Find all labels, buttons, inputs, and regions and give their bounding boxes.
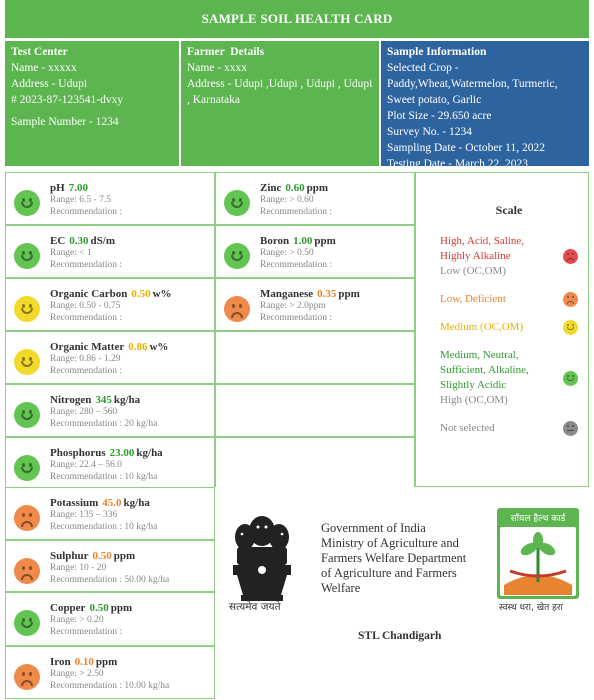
scale-label: Low, Deficient <box>440 293 506 305</box>
parameter-cell <box>5 646 215 699</box>
param-value: 0.86 <box>128 341 148 353</box>
card-title: SAMPLE SOIL HEALTH CARD <box>5 0 589 38</box>
farmer-details-panel <box>181 41 379 166</box>
farmer-name: Name - xxxx <box>187 62 248 74</box>
param-name: Organic Carbon <box>50 288 128 300</box>
param-range: Range: 6.5 - 7.5 <box>50 195 111 205</box>
scale-row <box>440 292 578 307</box>
scale-row <box>440 348 578 408</box>
param-value: 1.00 <box>293 235 313 247</box>
param-value: 0.50 <box>92 550 112 562</box>
param-recommendation: Recommendation : <box>50 259 123 270</box>
scale-legend <box>415 172 589 487</box>
scale-face-icon <box>563 371 578 386</box>
param-unit: ppm <box>113 550 136 562</box>
param-recommendation: Recommendation : <box>50 312 123 323</box>
status-face-icon <box>14 402 40 428</box>
scale-label: Not selected <box>440 422 495 434</box>
empty-cell <box>215 384 415 437</box>
param-unit: kg/ha <box>113 394 141 406</box>
test-center-id: # 2023-87-123541-dvxy <box>11 94 124 106</box>
scale-sub: Low (OC,OM) <box>440 265 506 277</box>
param-unit: ppm <box>338 288 360 300</box>
sample-information-panel <box>381 41 589 170</box>
param-range: Range: > 0.20 <box>50 615 104 625</box>
parameter-cell <box>215 278 415 331</box>
scale-label: Medium, Neutral, Sufficient, Alkaline, Slightly Acidic <box>440 349 529 391</box>
param-range: Range: 0.50 - 0.75 <box>50 301 121 311</box>
param-value: 0.50 <box>131 288 151 300</box>
parameter-cell <box>5 384 215 437</box>
param-name: Organic Matter <box>50 341 125 353</box>
status-face-icon <box>14 610 40 636</box>
param-name: Zinc <box>260 182 282 194</box>
param-value: 0.30 <box>69 235 89 247</box>
param-recommendation: Recommendation : <box>50 206 123 217</box>
scale-face-icon <box>563 421 578 436</box>
param-value: 0.35 <box>317 288 337 300</box>
param-unit: ppm <box>306 182 329 194</box>
emblem-motto: सत्यमेव जयते <box>229 601 281 613</box>
param-name: Nitrogen <box>50 394 92 406</box>
param-recommendation: Recommendation : 50.00 kg/ha <box>50 574 170 585</box>
param-unit: w% <box>149 341 169 353</box>
gov-line-1: Government of India <box>321 521 426 535</box>
param-unit: ppm <box>95 656 118 668</box>
param-name: Sulphur <box>50 550 89 562</box>
param-recommendation: Recommendation : 10.00 kg/ha <box>50 680 170 691</box>
empty-cell <box>215 331 415 384</box>
param-recommendation: Recommendation : 10 kg/ha <box>50 521 158 532</box>
param-unit: ppm <box>110 602 133 614</box>
param-value: 0.60 <box>285 182 305 194</box>
param-value: 345 <box>95 394 112 406</box>
param-range: Range: > 2.0ppm <box>260 301 326 311</box>
scale-face-icon <box>563 320 578 335</box>
param-value: 0.50 <box>89 602 109 614</box>
scale-label: High, Acid, Saline, Highly Alkaline <box>440 235 525 262</box>
parameter-cell <box>5 331 215 384</box>
test-center-address: Address - Udupi <box>11 78 88 90</box>
param-recommendation: Recommendation : 10 kg/ha <box>50 471 158 482</box>
logo-title: सॉयल हैल्थ कार्ड <box>510 514 566 524</box>
scale-title: Scale <box>495 203 523 217</box>
status-face-icon <box>14 455 40 481</box>
status-face-icon <box>14 190 40 216</box>
scale-face-icon <box>563 249 578 264</box>
government-text <box>321 521 479 596</box>
param-recommendation: Recommendation : <box>260 206 333 217</box>
parameter-cell <box>5 592 215 646</box>
param-range: Range: 10 - 20 <box>50 563 107 573</box>
sample-sampling-date: Sampling Date - October 11, 2022 <box>387 142 545 154</box>
param-range: Range: 22.4 – 56.0 <box>50 460 123 470</box>
parameter-cell <box>5 278 215 331</box>
sample-info-title: Sample Information <box>387 46 487 58</box>
param-name: Potassium <box>50 497 99 509</box>
test-center-panel <box>5 41 179 166</box>
param-name: Boron <box>260 235 290 247</box>
scale-row <box>440 234 578 279</box>
test-center-title: Test Center <box>11 46 68 58</box>
parameter-cell <box>215 225 415 278</box>
param-value: 0.10 <box>74 656 94 668</box>
param-name: pH <box>50 182 65 194</box>
param-range: Range: 0.86 - 1.29 <box>50 354 121 364</box>
status-face-icon <box>14 296 40 322</box>
gov-line-2: Ministry of Agriculture and Farmers Welfare Department of Agriculture and Farmers Welfare <box>321 536 467 595</box>
param-recommendation: Recommendation : <box>50 626 123 637</box>
government-panel <box>215 487 589 700</box>
status-face-icon <box>224 243 250 269</box>
status-face-icon <box>224 296 250 322</box>
logo-tagline: स्वस्थ धरा, खेत हरा <box>499 603 563 613</box>
sample-testing-date: Testing Date - March 22, 2023 <box>387 158 528 170</box>
param-name: Phosphorus <box>50 447 106 459</box>
scale-label: Medium (OC,OM) <box>440 321 524 333</box>
parameter-cell <box>5 540 215 592</box>
parameter-cell <box>5 172 215 225</box>
parameter-cell <box>5 487 215 540</box>
sample-survey-no: Survey No. - 1234 <box>387 126 472 138</box>
param-unit: ppm <box>314 235 336 247</box>
param-value: 23.00 <box>109 447 135 459</box>
scale-face-icon <box>563 292 578 307</box>
test-center-sample-number: Sample Number - 1234 <box>11 116 119 128</box>
param-recommendation: Recommendation : <box>260 259 333 270</box>
empty-cell <box>215 437 415 489</box>
lab-name: STL Chandigarh <box>358 630 442 642</box>
param-name: EC <box>50 235 66 247</box>
param-name: Iron <box>50 656 71 668</box>
parameter-cell <box>5 225 215 278</box>
status-face-icon <box>224 190 250 216</box>
status-face-icon <box>14 664 40 690</box>
parameter-cell <box>5 437 215 489</box>
param-value: 7.00 <box>68 182 88 194</box>
param-range: Range: > 0.60 <box>260 195 314 205</box>
sample-crop: Selected Crop - Paddy,Wheat,Watermelon, Turmeric, Sweet potato, Garlic <box>387 62 558 106</box>
soil-health-card-logo-icon <box>496 507 580 600</box>
farmer-details-title: Farmer Details <box>187 46 265 58</box>
test-center-name: Name - xxxxx <box>11 62 77 74</box>
status-face-icon <box>14 558 40 584</box>
param-range: Range: > 0.50 <box>260 248 314 258</box>
header-row <box>5 41 589 170</box>
param-recommendation: Recommendation : <box>50 365 123 376</box>
parameter-cell <box>215 172 415 225</box>
scale-row <box>440 320 578 335</box>
param-unit: kg/ha <box>123 497 150 509</box>
scale-row <box>440 421 578 436</box>
param-name: Copper <box>50 602 86 614</box>
status-face-icon <box>14 505 40 531</box>
param-recommendation: Recommendation : <box>260 312 333 323</box>
param-value: 45.0 <box>102 497 122 509</box>
param-unit: w% <box>152 288 172 300</box>
status-face-icon <box>14 349 40 375</box>
param-name: Manganese <box>260 288 314 300</box>
param-range: Range: 135 – 336 <box>50 510 118 520</box>
param-recommendation: Recommendation : 20 kg/ha <box>50 418 158 429</box>
param-range: Range: 280 – 560 <box>50 407 118 417</box>
param-unit: kg/ha <box>136 447 163 459</box>
param-unit: dS/m <box>90 235 115 247</box>
param-range: Range: < 1 <box>50 248 92 258</box>
scale-sub: High (OC,OM) <box>440 394 508 406</box>
param-range: Range: > 2.50 <box>50 669 104 679</box>
status-face-icon <box>14 243 40 269</box>
sample-plot-size: Plot Size - 29.650 acre <box>387 110 492 122</box>
farmer-address: Address - Udupi ,Udupi , Udupi , Udupi , Karnataka <box>187 78 373 106</box>
national-emblem-icon <box>223 509 301 607</box>
